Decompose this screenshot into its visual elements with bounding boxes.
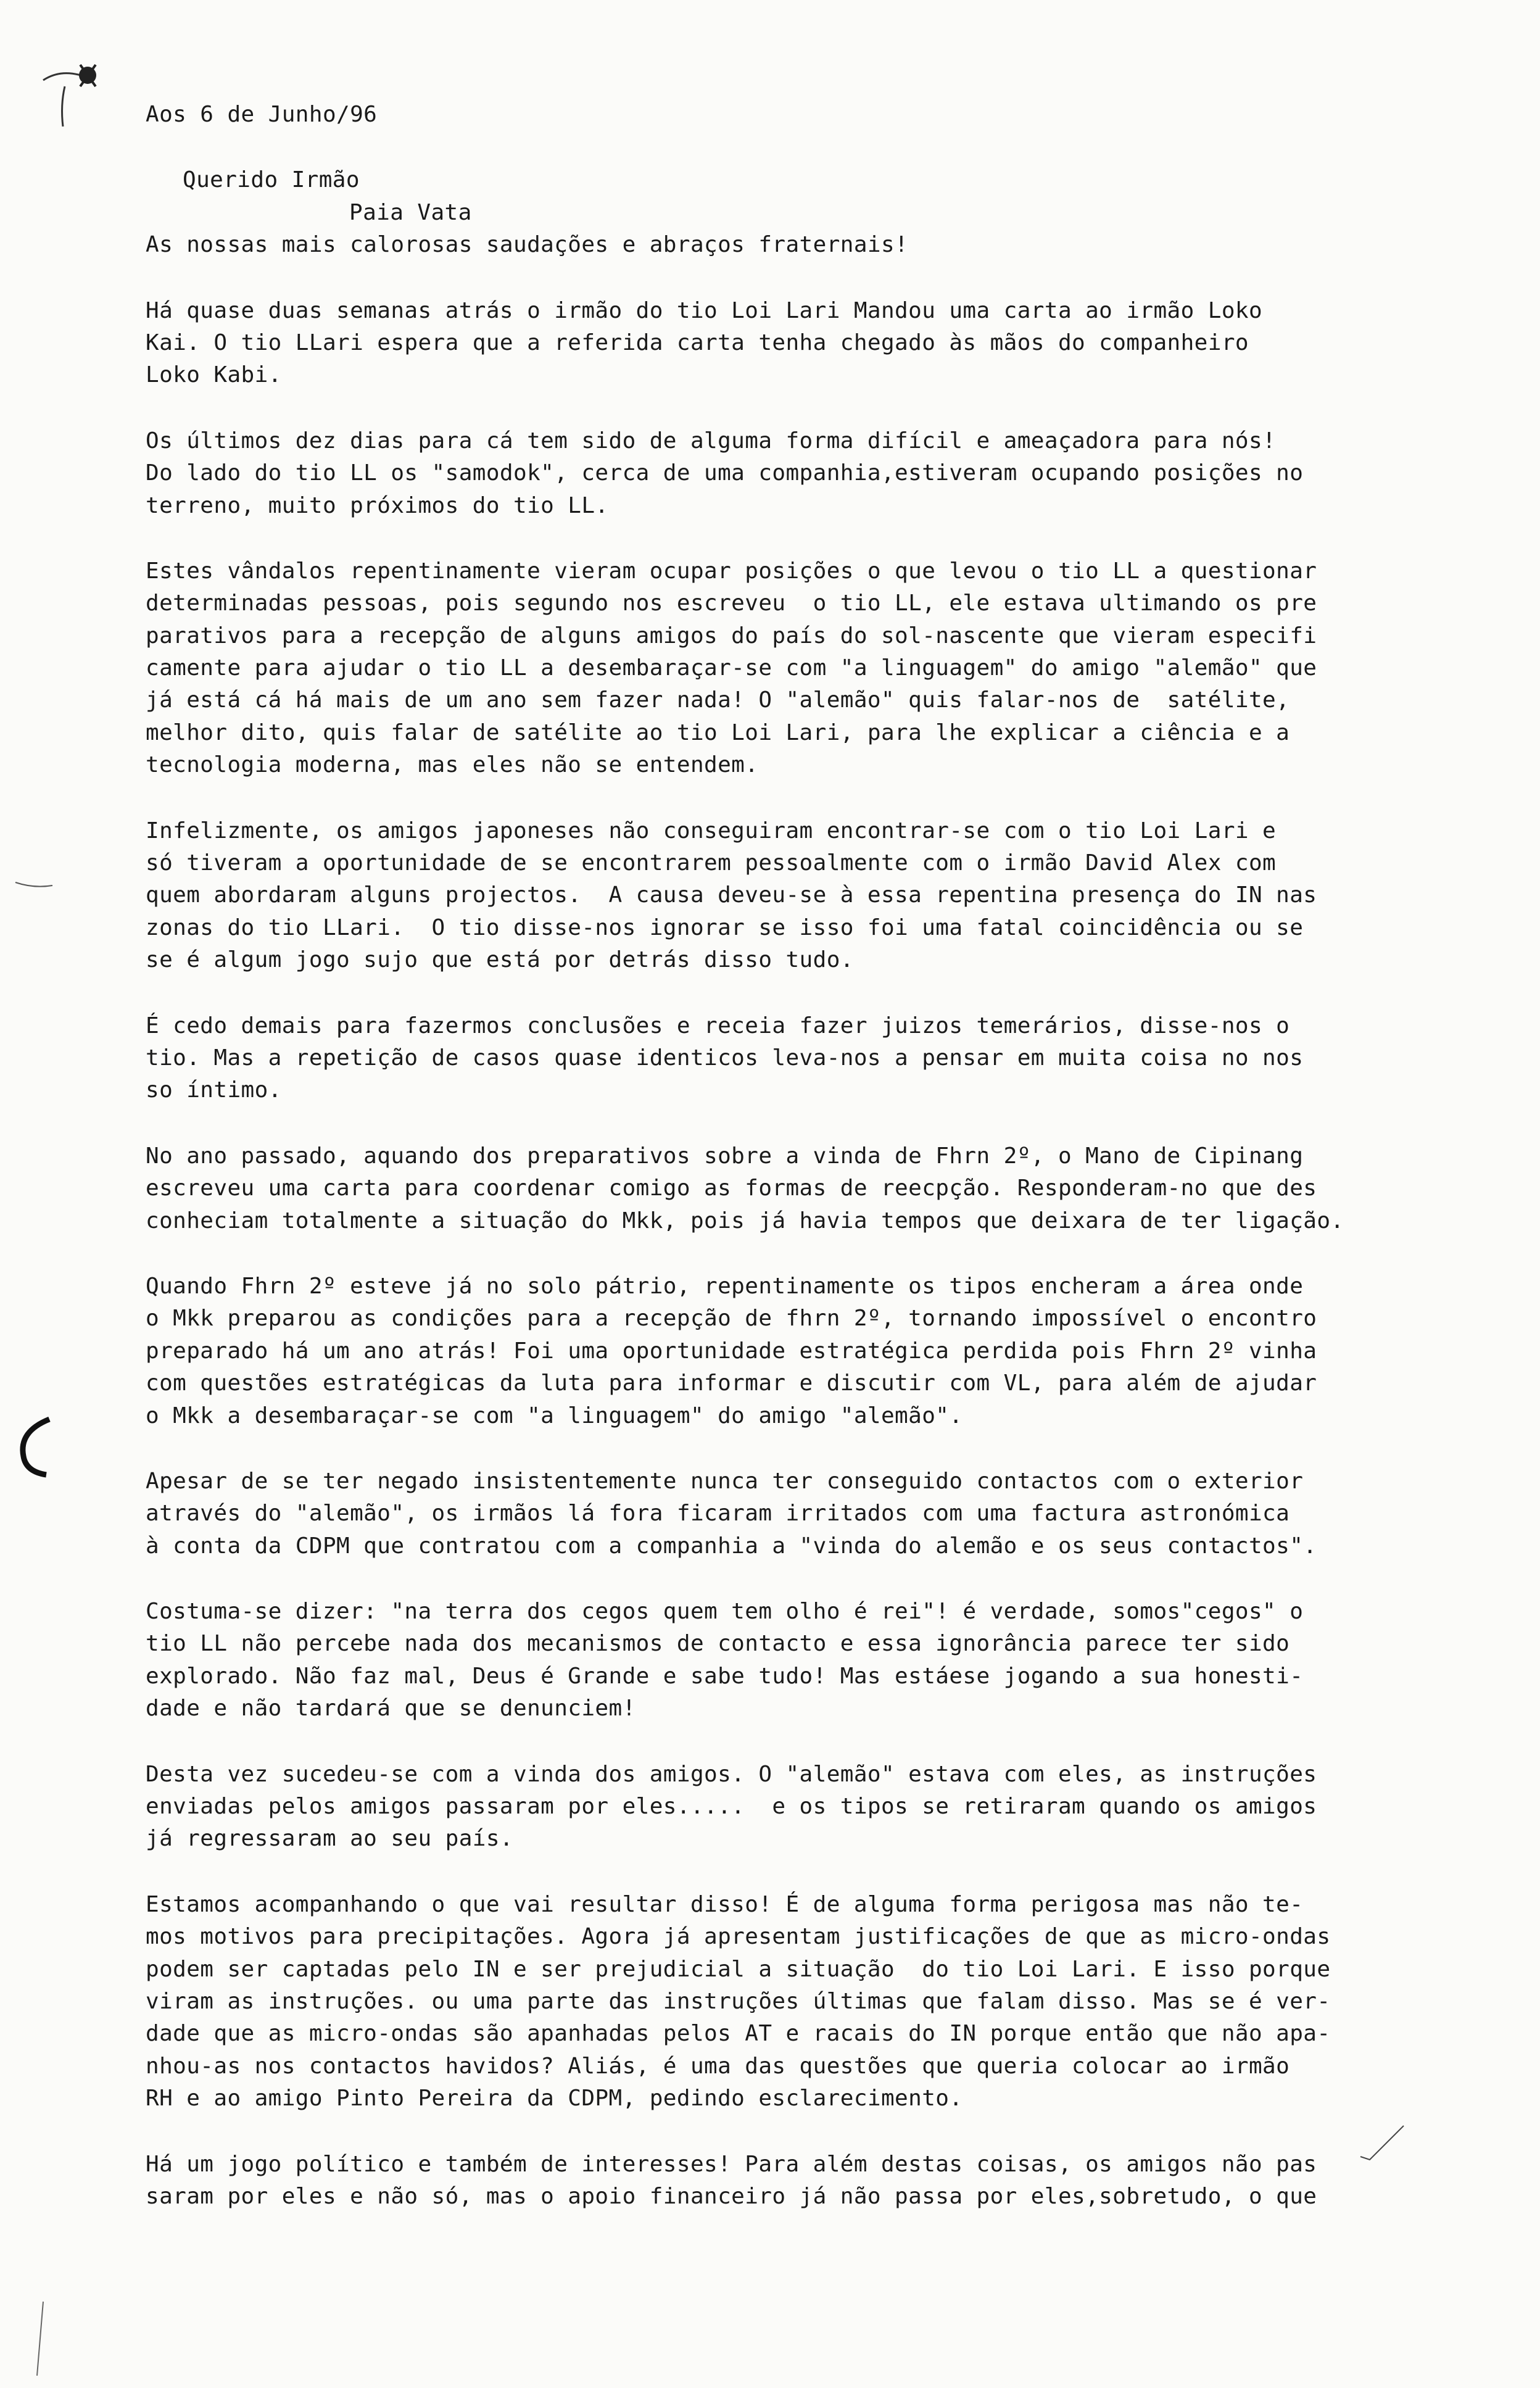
letter-paragraph [146, 1889, 1472, 2115]
text-line: podem ser captadas pelo IN e ser prejudicial a situação do tio Loi Lari. E isso porque [146, 1956, 1331, 1982]
text-line: zonas do tio LLari. O tio disse-nos ignorar se isso foi uma fatal coincidência ou se [146, 914, 1304, 940]
margin-stroke-mark [25, 2295, 80, 2382]
letter-paragraph [146, 295, 1472, 392]
text-line: já está cá há mais de um ano sem fazer nada! O "alemão" quis falar-nos de satélite, [146, 687, 1290, 713]
letter-paragraph [146, 815, 1472, 977]
letter-body [146, 99, 1472, 2213]
text-line: se é algum jogo sujo que está por detrás disso tudo. [146, 947, 854, 973]
text-line: Estes vândalos repentinamente vieram ocupar posições o que levou o tio LL a questionar [146, 558, 1317, 584]
paragraph-gap [146, 977, 1472, 1010]
paragraph-gap [146, 1562, 1472, 1596]
letter-paragraph [146, 1759, 1472, 1855]
text-line: Infelizmente, os amigos japoneses não conseguiram encontrar-se com o tio Loi Lari e [146, 818, 1277, 844]
paragraph-gap [146, 522, 1472, 555]
text-line: Do lado do tio LL os "samodok", cerca de uma companhia,estiveram ocupando posições no [146, 460, 1304, 486]
text-line: Apesar de se ter negado insistentemente nunca ter conseguido contactos com o exterior [146, 1468, 1304, 1494]
text-line: terreno, muito próximos do tio LL. [146, 492, 609, 518]
text-line: determinadas pessoas, pois segundo nos escreveu o tio LL, ele estava ultimando os pre [146, 591, 1317, 616]
text-line: melhor dito, quis falar de satélite ao tio Loi Lari, para lhe explicar a ciência e a [146, 719, 1290, 745]
paragraph-gap [146, 1855, 1472, 1889]
text-line: mos motivos para precipitações. Agora já apresentam justificações de que as micro-ondas [146, 1924, 1331, 1950]
text-line: parativos para a recepção de alguns amigos do país do sol-nascente que vieram especifi [146, 623, 1317, 649]
text-line: tio LL não percebe nada dos mecanismos de contacto e essa ignorância parece ter sido [146, 1631, 1290, 1657]
text-line: Os últimos dez dias para cá tem sido de alguma forma difícil e ameaçadora para nós! [146, 428, 1277, 454]
text-line: quem abordaram alguns projectos. A causa deveu-se à essa repentina presença do IN nas [146, 882, 1317, 908]
text-line: camente para ajudar o tio LL a desembaraçar-se com "a linguagem" do amigo "alemão" que [146, 655, 1317, 681]
letter-paragraph [146, 1140, 1472, 1237]
text-line: Kai. O tio LLari espera que a referida carta tenha chegado às mãos do companheiro [146, 330, 1249, 355]
letter-paragraph [146, 1271, 1472, 1432]
text-line: viram as instruções. ou uma parte das instruções últimas que falam disso. Mas se é ver- [146, 1988, 1331, 2014]
paragraph-gap [146, 392, 1472, 425]
letter-paragraph [146, 1596, 1472, 1725]
text-line: Estamos acompanhando o que vai resultar disso! É de alguma forma perigosa mas não te- [146, 1891, 1304, 1917]
text-line: só tiveram a oportunidade de se encontrarem pessoalmente com o irmão David Alex com [146, 850, 1277, 876]
punch-hole-mark [12, 1413, 56, 1481]
letter-paragraph [146, 425, 1472, 522]
text-line: explorado. Não faz mal, Deus é Grande e sabe tudo! Mas estáese jogando a sua honesti- [146, 1663, 1304, 1689]
text-line: Quando Fhrn 2º esteve já no solo pátrio, repentinamente os tipos encheram a área onde [146, 1273, 1304, 1299]
text-line: conheciam totalmente a situação do Mkk, pois já havia tempos que deixara de ter ligação. [146, 1208, 1344, 1233]
text-line: Há um jogo político e também de interesses! Para além destas coisas, os amigos não pas [146, 2151, 1317, 2177]
letter-paragraph [146, 1010, 1472, 1107]
paragraph-gap [146, 262, 1472, 295]
text-line: preparado há um ano atrás! Foi uma oportunidade estratégica perdida pois Fhrn 2º vinha [146, 1338, 1317, 1364]
paragraph-gap [146, 1725, 1472, 1759]
text-line: escreveu uma carta para coordenar comigo as formas de reecpção. Responderam-no que des [146, 1175, 1317, 1201]
text-line: nhou-as nos contactos havidos? Aliás, é uma das questões que queria colocar ao irmão [146, 2053, 1290, 2079]
text-line: com questões estratégicas da luta para informar e discutir com VL, para além de ajudar [146, 1370, 1317, 1396]
paragraph-gap [146, 1432, 1472, 1466]
letter-paragraph [146, 1466, 1472, 1562]
text-line: No ano passado, aquando dos preparativos sobre a vinda de Fhrn 2º, o Mano de Cipinang [146, 1143, 1304, 1169]
text-line: tio. Mas a repetição de casos quase identicos leva-nos a pensar em muita coisa no nos [146, 1045, 1304, 1071]
text-line: o Mkk a desembaraçar-se com "a linguagem" do amigo "alemão". [146, 1403, 963, 1428]
text-line: através do "alemão", os irmãos lá fora ficaram irritados com uma factura astronómica [146, 1501, 1290, 1527]
paragraph-gap [146, 2115, 1472, 2149]
text-line: Desta vez sucedeu-se com a vinda dos amigos. O "alemão" estava com eles, as instruções [146, 1761, 1317, 1787]
letter-salutation: Querido Irmão [183, 167, 360, 193]
text-line: à conta da CDPM que contratou com a companhia a "vinda do alemão e os seus contactos". [146, 1533, 1317, 1559]
letter-date: Aos 6 de Junho/96 [146, 102, 378, 127]
text-line: É cedo demais para fazermos conclusões e receia fazer juizos temerários, disse-nos o [146, 1013, 1290, 1039]
text-line: As nossas mais calorosas saudações e abraços fraternais! [146, 232, 909, 258]
letter-paragraph [146, 229, 1472, 261]
text-line: enviadas pelos amigos passaram por eles..... e os tipos se retiraram quando os amigos [146, 1794, 1317, 1820]
margin-arc-mark [12, 876, 56, 901]
text-line: dade e não tardará que se denunciem! [146, 1696, 636, 1722]
text-line: Loko Kabi. [146, 362, 282, 388]
text-line: o Mkk preparou as condições para a recepção de fhrn 2º, tornando impossível o encontro [146, 1306, 1317, 1332]
letter-paragraph [146, 2149, 1472, 2213]
text-line: RH e ao amigo Pinto Pereira da CDPM, pedindo esclarecimento. [146, 2086, 963, 2112]
paragraph-gap [146, 1237, 1472, 1271]
text-line: Há quase duas semanas atrás o irmão do tio Loi Lari Mandou uma carta ao irmão Loko [146, 297, 1263, 323]
text-line: Costuma-se dizer: "na terra dos cegos quem tem olho é rei"! é verdade, somos"cegos" o [146, 1599, 1304, 1625]
paragraph-gap [146, 782, 1472, 815]
letter-paragraph [146, 555, 1472, 782]
text-line: so íntimo. [146, 1077, 282, 1103]
text-line: tecnologia moderna, mas eles não se entendem. [146, 752, 759, 778]
text-line: já regressaram ao seu país. [146, 1826, 513, 1852]
text-line: saram por eles e não só, mas o apoio financeiro já não passa por eles,sobretudo, o que [146, 2183, 1317, 2209]
letter-paragraphs [146, 229, 1472, 2213]
letter-addressee: Paia Vata [349, 199, 472, 225]
paragraph-gap [146, 1107, 1472, 1140]
text-line: dade que as micro-ondas são apanhadas pelos AT e racais do IN porque então que não apa- [146, 2021, 1331, 2047]
ink-blot-mark [37, 43, 105, 130]
